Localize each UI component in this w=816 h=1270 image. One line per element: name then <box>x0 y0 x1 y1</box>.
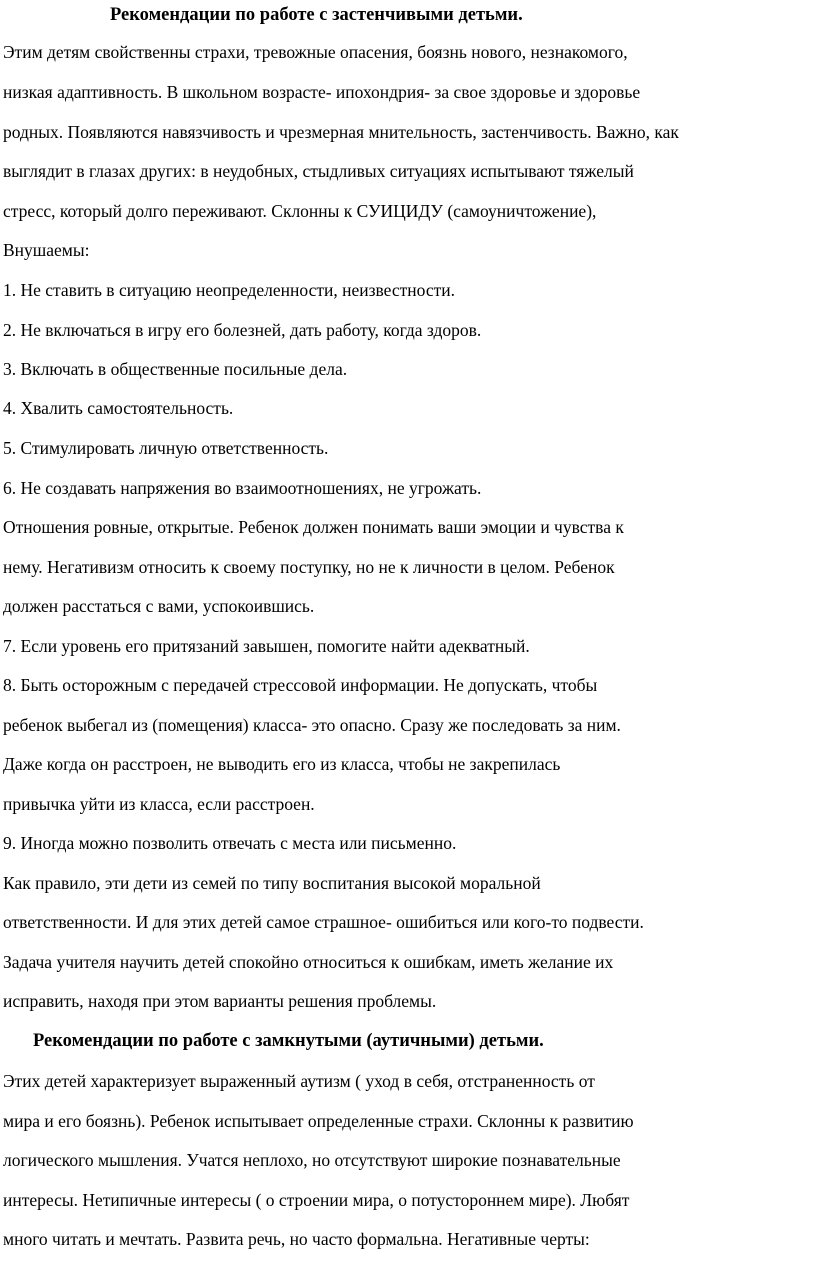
section-1-list-item: 5. Стимулировать личную ответственность. <box>3 438 329 458</box>
section-1-line: Даже когда он расстроен, не выводить его из класса, чтобы не закрепилась <box>3 754 561 774</box>
section-1-list-item: 7. Если уровень его притязаний завышен, помогите найти адекватный. <box>3 636 530 656</box>
section-1-list-item: 1. Не ставить в ситуацию неопределенности, неизвестности. <box>3 280 456 300</box>
section-2-line: Этих детей характеризует выраженный аутизм ( уход в себя, отстраненность от <box>3 1071 595 1091</box>
section-1-line: Этим детям свойственны страхи, тревожные опасения, боязнь нового, незнакомого, <box>3 42 628 62</box>
section-1-line: привычка уйти из класса, если расстроен. <box>3 794 315 814</box>
section-2-line: логического мышления. Учатся неплохо, но отсутствуют широкие познавательные <box>3 1150 621 1170</box>
section-1-line: нему. Негативизм относить к своему поступку, но не к личности в целом. Ребенок <box>3 557 615 577</box>
section-1-list-item: 3. Включать в общественные посильные дела. <box>3 359 348 379</box>
section-1-line: выглядит в глазах других: в неудобных, стыдливых ситуациях испытывают тяжелый <box>3 161 634 181</box>
section-1-line: Отношения ровные, открытые. Ребенок должен понимать ваши эмоции и чувства к <box>3 517 624 537</box>
section-2-line: много читать и мечтать. Развита речь, но часто формальна. Негативные черты: <box>3 1229 590 1249</box>
section-1-list-item: 6. Не создавать напряжения во взаимоотношениях, не угрожать. <box>3 478 482 498</box>
section-1-line: стресс, который долго переживают. Склонны к СУИЦИДУ (самоуничтожение), <box>3 201 597 221</box>
section-1-list-item: 8. Быть осторожным с передачей стрессовой информации. Не допускать, чтобы <box>3 675 598 695</box>
section-1-line: Как правило, эти дети из семей по типу воспитания высокой моральной <box>3 873 541 893</box>
section-2-line: мира и его боязнь). Ребенок испытывает определенные страхи. Склонны к развитию <box>3 1111 634 1131</box>
section-1-line: родных. Появляются навязчивость и чрезмерная мнительность, застенчивость. Важно, как <box>3 122 679 142</box>
section-1-line: Задача учителя научить детей спокойно относиться к ошибкам, иметь желание их <box>3 952 614 972</box>
section-2-line: интересы. Нетипичные интересы ( о строении мира, о потустороннем мире). Любят <box>3 1190 630 1210</box>
section-1-line: исправить, находя при этом варианты решения проблемы. <box>3 991 437 1011</box>
section-1-list-item: 9. Иногда можно позволить отвечать с места или письменно. <box>3 833 457 853</box>
section-2-heading: Рекомендации по работе с замкнутыми (аутичными) детьми. <box>33 1031 544 1051</box>
section-1-line: низкая адаптивность. В школьном возрасте- ипохондрия- за свое здоровье и здоровье <box>3 82 641 102</box>
section-1-list-item: 2. Не включаться в игру его болезней, дать работу, когда здоров. <box>3 320 482 340</box>
section-1-line: ответственности. И для этих детей самое страшное- ошибиться или кого-то подвести. <box>3 912 644 932</box>
section-1-list-item: 4. Хвалить самостоятельность. <box>3 398 234 418</box>
section-1-heading: Рекомендации по работе с застенчивыми детьми. <box>110 5 523 25</box>
section-1-line: Внушаемы: <box>3 240 90 260</box>
section-1-line: должен расстаться с вами, успокоившись. <box>3 596 315 616</box>
section-1-line: ребенок выбегал из (помещения) класса- это опасно. Сразу же последовать за ним. <box>3 715 621 735</box>
